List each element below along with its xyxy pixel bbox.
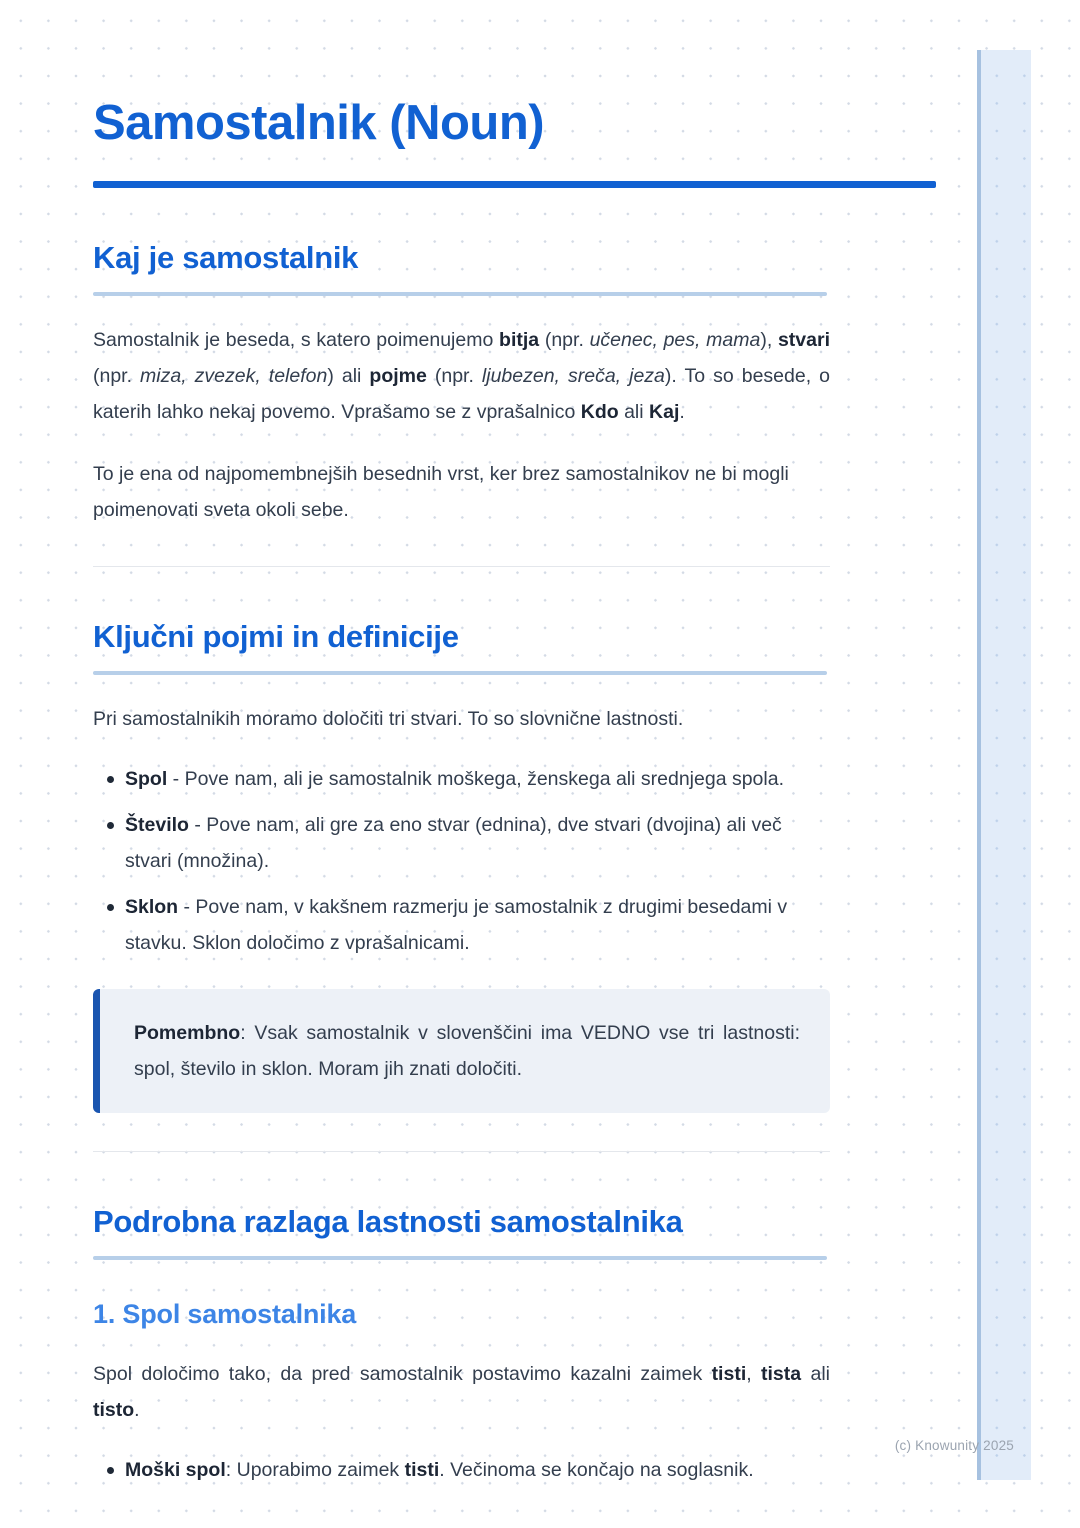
section-heading-what: Kaj je samostalnik: [93, 240, 359, 275]
bullet-list: [93, 761, 830, 961]
paragraph: Spol določimo tako, da pred samostalnik postavimo kazalni zaimek tisti, tista ali tisto.: [93, 1363, 830, 1421]
title-rule: [93, 181, 936, 188]
paragraph: Samostalnik je beseda, s katero poimenujemo bitja (npr. učenec, pes, mama), stvari (npr. miza, zvezek, telefon) ali pojme (npr. ljubezen, sreča, jeza). To so besede, o katerih lahko nekaj povemo. Vprašamo se z vprašalnico Kdo ali Kaj.: [93, 329, 830, 423]
list-item: Spol - Pove nam, ali je samostalnik moškega, ženskega ali srednjega spola.: [93, 761, 830, 797]
section-heading-key: Ključni pojmi in definicije: [93, 619, 459, 654]
list-item: Število - Pove nam, ali gre za eno stvar (ednina), dve stvari (dvojina) ali več stvari (množina).: [93, 807, 830, 879]
paragraph: Pri samostalnikih moramo določiti tri stvari. To so slovnične lastnosti.: [93, 708, 684, 730]
page-title: Samostalnik (Noun): [93, 96, 545, 150]
heading-underline: [93, 671, 827, 675]
heading-underline: [93, 292, 827, 296]
section-divider: [93, 1151, 830, 1152]
heading-underline: [93, 1256, 827, 1260]
paragraph: To je ena od najpomembnejših besednih vrst, ker brez samostalnikov ne bi mogli poimenovati sveta okoli sebe.: [93, 463, 789, 521]
copyright-note: (c) Knowunity 2025: [894, 1438, 1014, 1453]
section-divider: [93, 566, 830, 567]
document-content: [93, 0, 830, 1488]
list-item: Sklon - Pove nam, v kakšnem razmerju je samostalnik z drugimi besedami v stavku. Sklon določimo z vprašalnicami.: [93, 889, 830, 961]
list-item: Moški spol: Uporabimo zaimek tisti. Večinoma se končajo na soglasnik.: [93, 1452, 830, 1488]
side-margin-strip: [977, 50, 1031, 1480]
subsection-heading-spol: 1. Spol samostalnika: [93, 1299, 357, 1329]
bullet-list: [93, 1452, 830, 1488]
section-heading-detail: Podrobna razlaga lastnosti samostalnika: [93, 1204, 683, 1239]
important-callout: Pomembno: Vsak samostalnik v slovenščini ima VEDNO vse tri lastnosti: spol, število in sklon. Moram jih znati določiti.: [93, 989, 830, 1113]
